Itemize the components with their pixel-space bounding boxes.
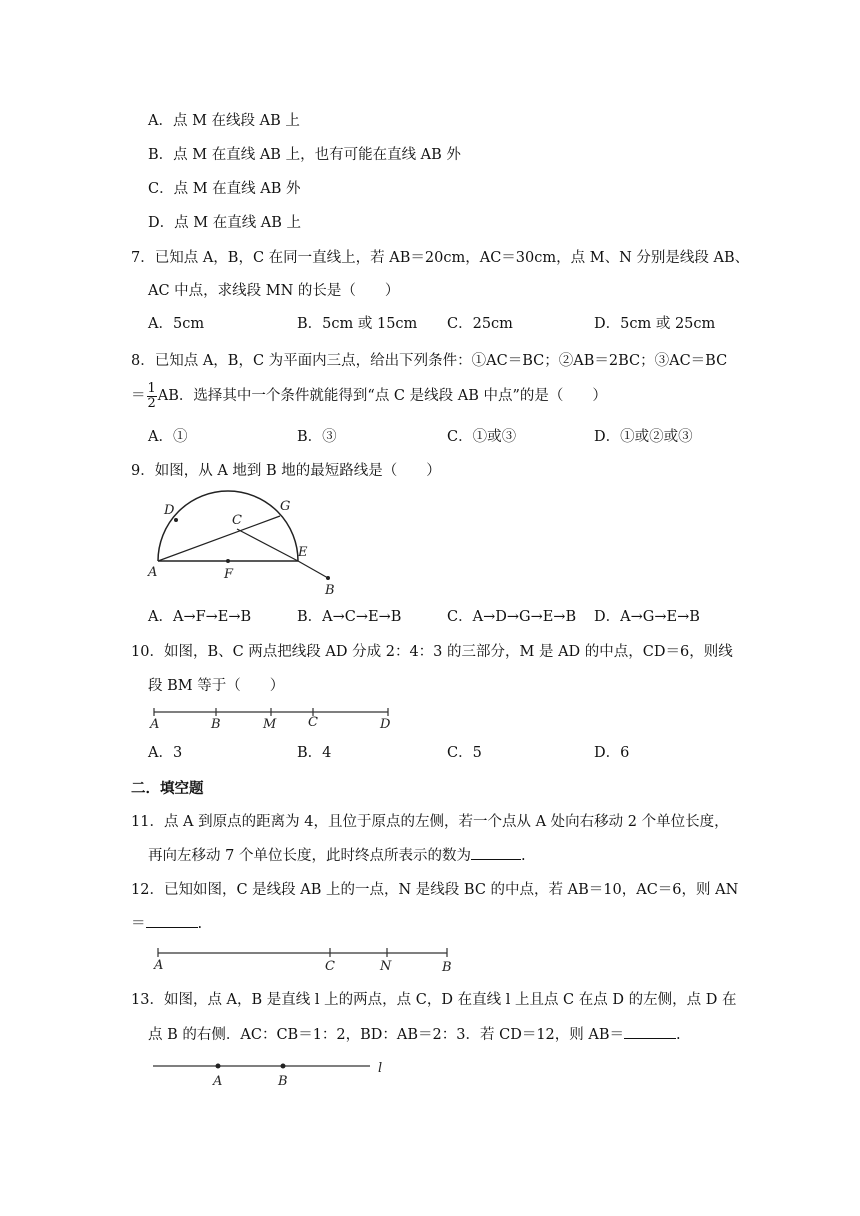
q8-option-c: C．①或③	[447, 429, 517, 445]
q12-stem-line2	[131, 913, 202, 934]
q7-option-b: B．5cm 或 15cm	[297, 316, 418, 332]
point-b	[281, 1064, 286, 1069]
label-b: B	[211, 717, 221, 732]
label-a: A	[154, 958, 164, 973]
label-c: C	[325, 959, 335, 974]
label-a: A	[148, 565, 158, 580]
q12-text: ＝	[131, 916, 146, 932]
q13-stem-line2	[148, 1024, 681, 1045]
label-d: D	[164, 503, 175, 518]
fraction-denominator: 2	[147, 395, 156, 411]
q9-figure	[140, 490, 350, 600]
q6-option-a: A．点 M 在线段 AB 上	[148, 113, 300, 129]
q13-text: 点 B 的右侧．AC：CB＝1：2，BD：AB＝2：3．若 CD＝12，则 AB＝	[148, 1027, 625, 1043]
q12-figure	[150, 944, 460, 974]
label-f: F	[224, 567, 234, 582]
q11-stem-line2	[148, 845, 526, 866]
q13-figure	[148, 1057, 398, 1089]
q7-stem-line1: 7．已知点 A，B，C 在同一直线上，若 AB＝20cm，AC＝30cm，点 M、N 分别是线段 AB、	[131, 250, 750, 266]
q9-stem: 9．如图，从 A 地到 B 地的最短路线是（ ）	[131, 463, 441, 479]
label-b: B	[325, 583, 335, 598]
q12-answer-blank[interactable]	[146, 913, 198, 928]
q10-stem-line1: 10．如图，B、C 两点把线段 AD 分成 2：4：3 的三部分，M 是 AD 的中点，CD＝6，则线	[131, 644, 733, 660]
line-c-e	[237, 529, 298, 561]
label-c: C	[308, 715, 318, 730]
q11-period: .	[520, 848, 526, 864]
q10-option-a: A．3	[148, 745, 183, 761]
q10-option-b: B．4	[297, 745, 332, 761]
point-b	[326, 576, 330, 580]
q9-option-a: A．A→F→E→B	[148, 609, 252, 625]
q7-option-d: D．5cm 或 25cm	[594, 316, 716, 332]
q8-option-b: B．③	[297, 429, 337, 445]
q9-option-c: C．A→D→G→E→B	[447, 609, 577, 625]
label-d: D	[380, 717, 391, 732]
q10-figure	[145, 702, 400, 732]
label-n: N	[380, 959, 392, 974]
label-m: M	[263, 717, 277, 732]
q11-text: 再向左移动 7 个单位长度，此时终点所表示的数为	[148, 848, 471, 864]
q8-prefix: ＝	[131, 388, 146, 404]
q12-period: .	[197, 916, 203, 932]
label-a: A	[150, 717, 160, 732]
label-b: B	[442, 960, 452, 974]
fraction-numerator: 1	[147, 380, 156, 396]
label-g: G	[280, 499, 291, 514]
q6-option-c: C．点 M 在直线 AB 外	[148, 181, 301, 197]
q8-stem-line2	[131, 378, 607, 414]
q8-suffix: AB．选择其中一个条件就能得到“点 C 是线段 AB 中点”的是（ ）	[157, 388, 607, 404]
point-d	[174, 518, 178, 522]
q13-answer-blank[interactable]	[624, 1024, 676, 1039]
q8-option-a: A．①	[148, 429, 188, 445]
label-a: A	[213, 1074, 223, 1089]
q12-stem-line1: 12．已知如图，C 是线段 AB 上的一点，N 是线段 BC 的中点，若 AB＝10，AC＝6，则 AN	[131, 882, 739, 898]
q6-option-d: D．点 M 在直线 AB 上	[148, 215, 302, 231]
q11-answer-blank[interactable]	[471, 845, 521, 860]
q8-option-d: D．①或②或③	[594, 429, 693, 445]
line-e-b	[298, 561, 328, 578]
line-a-g	[158, 516, 280, 561]
q7-option-a: A．5cm	[148, 316, 205, 332]
q13-period: .	[676, 1027, 681, 1043]
q11-stem-line1: 11．点 A 到原点的距离为 4，且位于原点的左侧，若一个点从 A 处向右移动 2 个单位长度，	[131, 814, 729, 830]
point-a	[216, 1064, 221, 1069]
q8-stem-line1: 8．已知点 A，B，C 为平面内三点，给出下列条件：①AC＝BC；②AB＝2BC；③AC＝BC	[131, 353, 728, 369]
q10-option-c: C．5	[447, 745, 482, 761]
section-title-fill-in: 二．填空题	[131, 781, 204, 797]
fraction-one-half	[147, 382, 157, 411]
label-l: l	[378, 1061, 383, 1076]
q10-stem-line2: 段 BM 等于（ ）	[148, 678, 285, 694]
q6-option-b: B．点 M 在直线 AB 上，也有可能在直线 AB 外	[148, 147, 461, 163]
point-f	[226, 559, 230, 563]
q7-option-c: C．25cm	[447, 316, 513, 332]
label-e: E	[298, 545, 308, 560]
q7-stem-line2: AC 中点，求线段 MN 的长是（ ）	[148, 283, 400, 299]
q13-stem-line1: 13．如图，点 A，B 是直线 l 上的两点，点 C，D 在直线 l 上且点 C 在点 D 的左侧，点 D 在	[131, 992, 737, 1008]
label-b: B	[278, 1074, 288, 1089]
label-c: C	[232, 513, 242, 528]
q9-option-b: B．A→C→E→B	[297, 609, 402, 625]
q10-option-d: D．6	[594, 745, 630, 761]
q9-option-d: D．A→G→E→B	[594, 609, 700, 625]
